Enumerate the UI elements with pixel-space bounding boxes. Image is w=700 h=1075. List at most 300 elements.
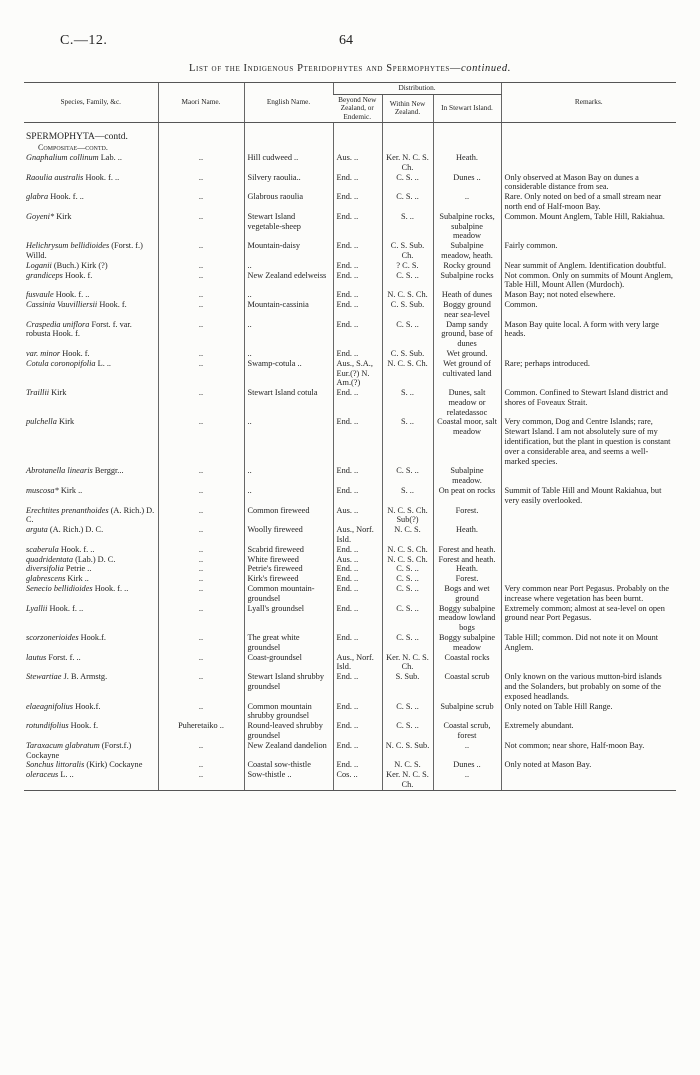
- species-authority: Hook. f. ..: [49, 603, 84, 613]
- english-name-cell: Common mountain shrubby groundsel: [244, 702, 333, 722]
- species-cell: [24, 466, 158, 486]
- maori-name-cell: ..: [158, 741, 244, 761]
- page-number: 64: [339, 33, 353, 48]
- remarks-cell: [501, 153, 676, 173]
- species-authority: Hook. f.: [99, 299, 127, 309]
- species-cell: [24, 604, 158, 633]
- species-cell: [24, 584, 158, 604]
- remarks-cell: Extremely common; almost at sea-level on open ground near Port Pegasus.: [501, 604, 676, 633]
- table-row: [24, 359, 676, 388]
- remarks-cell: Near summit of Anglem. Identification doubtful.: [501, 261, 676, 271]
- species-authority: (Lab.) D. C.: [75, 554, 116, 564]
- remarks-cell: Only known on the various mutton-bird islands and the Solanders, but probably on some of the exposed headlands.: [501, 672, 676, 701]
- remarks-cell: Extremely abundant.: [501, 721, 676, 741]
- species-cell: [24, 545, 158, 555]
- table-title-main: List of the Indigenous Pteridophytes and Spermophytes—: [189, 63, 461, 74]
- species-authority: Hook. f.: [64, 270, 93, 280]
- stewart-island-cell: Heath.: [433, 525, 501, 545]
- english-name-cell: ..: [244, 349, 333, 359]
- maori-name-cell: ..: [158, 604, 244, 633]
- within-nz-cell: C. S. ..: [382, 192, 433, 212]
- beyond-nz-cell: End. ..: [333, 417, 382, 466]
- species-authority: Kirk ..: [60, 486, 83, 496]
- stewart-island-cell: Coastal scrub: [433, 672, 501, 701]
- stewart-island-cell: Subalpine rocks: [433, 271, 501, 291]
- species-epithet: scaberula: [26, 544, 59, 554]
- species-cell: [24, 741, 158, 761]
- species-authority: Kirk ..: [67, 574, 89, 584]
- beyond-nz-cell: End. ..: [333, 466, 382, 486]
- genus-name: Sonchus: [26, 760, 54, 770]
- species-cell: [24, 702, 158, 722]
- english-name-cell: ..: [244, 417, 333, 466]
- species-authority: (Buch.) Kirk (?): [53, 260, 108, 270]
- remarks-cell: Mason Bay quite local. A form with very large heads.: [501, 320, 676, 349]
- col-beyond-header: Beyond New Zealand, or Endemic.: [333, 94, 382, 123]
- english-name-cell: Scabrid fireweed: [244, 545, 333, 555]
- species-epithet: glabra: [26, 192, 49, 202]
- within-nz-cell: C. S. ..: [382, 633, 433, 653]
- beyond-nz-cell: End. ..: [333, 486, 382, 506]
- species-authority: Hook.f.: [80, 633, 106, 643]
- within-nz-cell: S. ..: [382, 486, 433, 506]
- species-epithet: collinum: [69, 152, 99, 162]
- maori-name-cell: ..: [158, 633, 244, 653]
- english-name-cell: Common mountain-groundsel: [244, 584, 333, 604]
- table-row: [24, 388, 676, 417]
- table-row: [24, 604, 676, 633]
- english-name-cell: ..: [244, 486, 333, 506]
- stewart-island-cell: Forest and heath.: [433, 555, 501, 565]
- species-authority: Kirk: [58, 417, 75, 427]
- species-cell: [24, 525, 158, 545]
- beyond-nz-cell: End. ..: [333, 633, 382, 653]
- species-cell: [24, 486, 158, 506]
- within-nz-cell: N. C. S. Ch.: [382, 359, 433, 388]
- table-title: [0, 63, 700, 74]
- species-epithet: uniflora: [62, 319, 90, 329]
- english-name-cell: ..: [244, 290, 333, 300]
- english-name-cell: Coastal sow-thistle: [244, 760, 333, 770]
- table-row: [24, 760, 676, 770]
- maori-name-cell: ..: [158, 417, 244, 466]
- stewart-island-cell: ..: [433, 770, 501, 790]
- species-cell: [24, 555, 158, 565]
- species-epithet: var. minor: [26, 348, 61, 358]
- species-authority: L. ..: [60, 770, 74, 780]
- remarks-cell: Fairly common.: [501, 241, 676, 261]
- remarks-cell: Rare. Only noted on bed of a small stream near north end of Half-moon Bay.: [501, 192, 676, 212]
- species-authority: Berggr...: [94, 466, 124, 476]
- table-row: [24, 153, 676, 173]
- species-cell: [24, 653, 158, 673]
- stewart-island-cell: Coastal moor, salt meadow: [433, 417, 501, 466]
- english-name-cell: Sow-thistle ..: [244, 770, 333, 790]
- beyond-nz-cell: End. ..: [333, 300, 382, 320]
- stewart-island-cell: Subalpine meadow, heath.: [433, 241, 501, 261]
- species-epithet: oleraceus: [26, 770, 59, 780]
- beyond-nz-cell: End. ..: [333, 574, 382, 584]
- maori-name-cell: ..: [158, 349, 244, 359]
- stewart-island-cell: Boggy ground near sea-level: [433, 300, 501, 320]
- remarks-cell: [501, 349, 676, 359]
- within-nz-cell: N. C. S. Ch. Sub(?): [382, 506, 433, 526]
- species-table: [24, 82, 676, 791]
- stewart-island-cell: Rocky ground: [433, 261, 501, 271]
- table-row: [24, 271, 676, 291]
- remarks-cell: Only noted at Mason Bay.: [501, 760, 676, 770]
- within-nz-cell: ? C. S.: [382, 261, 433, 271]
- species-authority: (Forst.f.) Cockayne: [26, 740, 132, 760]
- species-epithet: coronopifolia: [50, 358, 96, 368]
- beyond-nz-cell: Aus., S.A., Eur.(?) N. Am.(?): [333, 359, 382, 388]
- maori-name-cell: ..: [158, 359, 244, 388]
- stewart-island-cell: Heath.: [433, 564, 501, 574]
- maori-name-cell: ..: [158, 153, 244, 173]
- table-row: [24, 584, 676, 604]
- stewart-island-cell: Boggy subalpine meadow: [433, 633, 501, 653]
- genus-name: Taraxacum: [26, 740, 64, 750]
- species-authority: (Kirk) Cockayne: [86, 760, 143, 770]
- remarks-cell: Common. Mount Anglem, Table Hill, Rakiahua.: [501, 212, 676, 241]
- beyond-nz-cell: Aus., Norf. Isld.: [333, 653, 382, 673]
- stewart-island-cell: ..: [433, 192, 501, 212]
- remarks-cell: Summit of Table Hill and Mount Rakiahua, but very easily overlooked.: [501, 486, 676, 506]
- within-nz-cell: C. S. ..: [382, 721, 433, 741]
- genus-name: Gnaphalium: [26, 152, 68, 162]
- table-row: [24, 741, 676, 761]
- beyond-nz-cell: End. ..: [333, 192, 382, 212]
- table-row: [24, 466, 676, 486]
- maori-name-cell: ..: [158, 271, 244, 291]
- within-nz-cell: C. S. Sub.: [382, 349, 433, 359]
- english-name-cell: Stewart Island shrubby groundsel: [244, 672, 333, 701]
- within-nz-cell: C. S. ..: [382, 604, 433, 633]
- stewart-island-cell: Dunes ..: [433, 173, 501, 193]
- species-epithet: Vauvilliersii: [57, 299, 98, 309]
- english-name-cell: Woolly fireweed: [244, 525, 333, 545]
- within-nz-cell: N. C. S.: [382, 760, 433, 770]
- species-cell: [24, 173, 158, 193]
- species-cell: [24, 417, 158, 466]
- english-name-cell: Mountain-cassinia: [244, 300, 333, 320]
- beyond-nz-cell: End. ..: [333, 672, 382, 701]
- remarks-cell: Only observed at Mason Bay on dunes a considerable distance from sea.: [501, 173, 676, 193]
- col-distribution-header: Distribution.: [333, 83, 501, 95]
- stewart-island-cell: Dunes, salt meadow or relatedassoc: [433, 388, 501, 417]
- species-cell: [24, 359, 158, 388]
- species-authority: J. B. Armstg.: [63, 672, 108, 682]
- beyond-nz-cell: End. ..: [333, 349, 382, 359]
- beyond-nz-cell: End. ..: [333, 290, 382, 300]
- species-epithet: pulchella: [26, 417, 57, 427]
- stewart-island-cell: Heath.: [433, 153, 501, 173]
- maori-name-cell: ..: [158, 466, 244, 486]
- beyond-nz-cell: Aus. ..: [333, 555, 382, 565]
- species-epithet: australis: [54, 172, 84, 182]
- remarks-cell: Mason Bay; not noted elsewhere.: [501, 290, 676, 300]
- beyond-nz-cell: End. ..: [333, 388, 382, 417]
- beyond-nz-cell: Aus. ..: [333, 153, 382, 173]
- table-row: [24, 555, 676, 565]
- species-cell: [24, 241, 158, 261]
- english-name-cell: ..: [244, 466, 333, 486]
- species-cell: [24, 153, 158, 173]
- species-cell: [24, 633, 158, 653]
- within-nz-cell: N. C. S. Sub.: [382, 741, 433, 761]
- beyond-nz-cell: End. ..: [333, 702, 382, 722]
- beyond-nz-cell: End. ..: [333, 241, 382, 261]
- species-authority: Hook. f. ..: [50, 192, 84, 202]
- species-cell: [24, 760, 158, 770]
- table-row: [24, 721, 676, 741]
- section-division-row: [24, 123, 676, 143]
- species-cell: [24, 271, 158, 291]
- remarks-cell: Rare; perhaps introduced.: [501, 359, 676, 388]
- table-row: [24, 241, 676, 261]
- col-within-header: Within New Zealand.: [382, 94, 433, 123]
- table-title-suffix: continued.: [460, 63, 511, 74]
- species-epithet: Loganii: [26, 260, 52, 270]
- maori-name-cell: ..: [158, 672, 244, 701]
- maori-name-cell: ..: [158, 388, 244, 417]
- table-row: [24, 545, 676, 555]
- col-stewart-header: In Stewart Island.: [433, 94, 501, 123]
- remarks-cell: [501, 545, 676, 555]
- species-epithet: littoralis: [55, 760, 85, 770]
- species-authority: Hook.f.: [75, 701, 101, 711]
- table-row: [24, 525, 676, 545]
- within-nz-cell: C. S. ..: [382, 320, 433, 349]
- species-authority: (Forst. f.) Willd.: [26, 241, 143, 260]
- table-row: [24, 212, 676, 241]
- beyond-nz-cell: End. ..: [333, 564, 382, 574]
- within-nz-cell: S. Sub.: [382, 672, 433, 701]
- english-name-cell: Lyall's groundsel: [244, 604, 333, 633]
- species-authority: (A. Rich.) D. C.: [26, 505, 155, 525]
- species-epithet: diversifolia: [26, 564, 64, 574]
- stewart-island-cell: Wet ground.: [433, 349, 501, 359]
- species-epithet: rotundifolius: [26, 721, 69, 731]
- remarks-cell: [501, 506, 676, 526]
- maori-name-cell: ..: [158, 300, 244, 320]
- species-epithet: prenanthoides: [61, 505, 109, 515]
- beyond-nz-cell: End. ..: [333, 760, 382, 770]
- beyond-nz-cell: End. ..: [333, 721, 382, 741]
- english-name-cell: Glabrous raoulia: [244, 192, 333, 212]
- stewart-island-cell: Coastal scrub, forest: [433, 721, 501, 741]
- within-nz-cell: S. ..: [382, 417, 433, 466]
- genus-name: Cotula: [26, 358, 49, 368]
- species-cell: [24, 290, 158, 300]
- genus-name: Abrotanella: [26, 466, 66, 476]
- species-epithet: bellidioides: [53, 584, 93, 594]
- maori-name-cell: ..: [158, 173, 244, 193]
- maori-name-cell: ..: [158, 290, 244, 300]
- within-nz-cell: S. ..: [382, 388, 433, 417]
- within-nz-cell: C. S. Sub.: [382, 300, 433, 320]
- table-row: [24, 261, 676, 271]
- species-cell: [24, 300, 158, 320]
- english-name-cell: ..: [244, 320, 333, 349]
- table-row: [24, 290, 676, 300]
- species-epithet: glabrescens: [26, 574, 66, 584]
- within-nz-cell: Ker. N. C. S. Ch.: [382, 770, 433, 790]
- col-maori-header: Maori Name.: [158, 83, 244, 123]
- within-nz-cell: C. S. Sub. Ch.: [382, 241, 433, 261]
- maori-name-cell: Puheretaiko ..: [158, 721, 244, 741]
- species-epithet: bellidioides: [70, 241, 110, 251]
- species-authority: Petrie ..: [65, 564, 92, 574]
- table-row: [24, 506, 676, 526]
- maori-name-cell: ..: [158, 192, 244, 212]
- species-epithet: elaeagnifolius: [26, 701, 74, 711]
- stewart-island-cell: Dunes ..: [433, 760, 501, 770]
- species-epithet: Traillii: [26, 388, 50, 398]
- remarks-cell: [501, 466, 676, 486]
- species-authority: Hook. f. ..: [85, 172, 120, 182]
- beyond-nz-cell: Cos. ..: [333, 770, 382, 790]
- maori-name-cell: ..: [158, 574, 244, 584]
- remarks-cell: Table Hill; common. Did not note it on Mount Anglem.: [501, 633, 676, 653]
- maori-name-cell: ..: [158, 564, 244, 574]
- english-name-cell: The great white groundsel: [244, 633, 333, 653]
- species-epithet: Stewartiae: [26, 672, 62, 682]
- species-authority: Hook. f. ..: [60, 544, 95, 554]
- stewart-island-cell: ..: [433, 741, 501, 761]
- within-nz-cell: Ker. N. C. S. Ch.: [382, 653, 433, 673]
- english-name-cell: New Zealand edelweiss: [244, 271, 333, 291]
- english-name-cell: Silvery raoulia..: [244, 173, 333, 193]
- species-epithet: muscosa*: [26, 486, 59, 496]
- species-authority: Hook. f.: [70, 721, 99, 731]
- species-cell: [24, 574, 158, 584]
- col-species-header: Species, Family, &c.: [24, 83, 158, 123]
- species-cell: [24, 261, 158, 271]
- stewart-island-cell: Coastal rocks: [433, 653, 501, 673]
- beyond-nz-cell: Aus., Norf. Isld.: [333, 525, 382, 545]
- stewart-island-cell: Subalpine rocks, subalpine meadow: [433, 212, 501, 241]
- genus-name: Raoulia: [26, 172, 53, 182]
- beyond-nz-cell: End. ..: [333, 545, 382, 555]
- within-nz-cell: C. S. ..: [382, 271, 433, 291]
- species-cell: [24, 192, 158, 212]
- remarks-cell: Common.: [501, 300, 676, 320]
- table-row: [24, 192, 676, 212]
- maori-name-cell: ..: [158, 212, 244, 241]
- within-nz-cell: Ker. N. C. S. Ch.: [382, 153, 433, 173]
- species-cell: [24, 770, 158, 790]
- english-name-cell: Mountain-daisy: [244, 241, 333, 261]
- species-authority: Hook. f. ..: [94, 584, 129, 594]
- species-authority: Hook. f. ..: [55, 290, 90, 300]
- table-row: [24, 173, 676, 193]
- stewart-island-cell: Bogs and wet ground: [433, 584, 501, 604]
- maori-name-cell: ..: [158, 545, 244, 555]
- english-name-cell: Kirk's fireweed: [244, 574, 333, 584]
- beyond-nz-cell: End. ..: [333, 271, 382, 291]
- remarks-cell: Not common; near shore, Half-moon Bay.: [501, 741, 676, 761]
- species-authority: Hook. f.: [62, 348, 90, 358]
- english-name-cell: New Zealand dandelion: [244, 741, 333, 761]
- within-nz-cell: C. S. ..: [382, 702, 433, 722]
- species-cell: [24, 212, 158, 241]
- species-authority: Forst. f. var. robusta Hook. f.: [26, 319, 132, 339]
- species-authority: Forst. f. ..: [48, 652, 81, 662]
- table-row: [24, 702, 676, 722]
- species-epithet: scorzonerioides: [26, 633, 79, 643]
- report-code: C.—12.: [60, 33, 108, 48]
- english-name-cell: Common fireweed: [244, 506, 333, 526]
- table-row: [24, 486, 676, 506]
- maori-name-cell: ..: [158, 506, 244, 526]
- table-row: [24, 633, 676, 653]
- stewart-island-cell: Forest.: [433, 574, 501, 584]
- beyond-nz-cell: End. ..: [333, 212, 382, 241]
- maori-name-cell: ..: [158, 241, 244, 261]
- maori-name-cell: ..: [158, 653, 244, 673]
- species-authority: Lab. ..: [100, 152, 122, 162]
- beyond-nz-cell: End. ..: [333, 741, 382, 761]
- species-cell: [24, 349, 158, 359]
- within-nz-cell: C. S. ..: [382, 584, 433, 604]
- remarks-cell: [501, 574, 676, 584]
- beyond-nz-cell: End. ..: [333, 320, 382, 349]
- genus-name: Erechtites: [26, 505, 60, 515]
- remarks-cell: Very common near Port Pegasus. Probably on the increase where vegetation has been burnt.: [501, 584, 676, 604]
- species-epithet: lautus: [26, 652, 47, 662]
- remarks-cell: Not common. Only on summits of Mount Anglem, Table Hill, Mount Allen (Murdoch).: [501, 271, 676, 291]
- remarks-cell: [501, 564, 676, 574]
- species-authority: L. ..: [97, 358, 111, 368]
- table-row: [24, 770, 676, 790]
- maori-name-cell: ..: [158, 261, 244, 271]
- genus-name: Senecio: [26, 584, 52, 594]
- table-row: [24, 672, 676, 701]
- maori-name-cell: ..: [158, 702, 244, 722]
- english-name-cell: Stewart Island cotula: [244, 388, 333, 417]
- table-body: [24, 123, 676, 790]
- maori-name-cell: ..: [158, 555, 244, 565]
- remarks-cell: [501, 555, 676, 565]
- beyond-nz-cell: Aus. ..: [333, 506, 382, 526]
- maori-name-cell: ..: [158, 760, 244, 770]
- table-row: [24, 320, 676, 349]
- stewart-island-cell: Subalpine meadow.: [433, 466, 501, 486]
- within-nz-cell: N. C. S. Ch.: [382, 555, 433, 565]
- english-name-cell: Swamp-cotula ..: [244, 359, 333, 388]
- maori-name-cell: ..: [158, 770, 244, 790]
- english-name-cell: Hill cudweed ..: [244, 153, 333, 173]
- remarks-cell: Only noted on Table Hill Range.: [501, 702, 676, 722]
- within-nz-cell: C. S. ..: [382, 466, 433, 486]
- remarks-cell: Very common, Dog and Centre Islands; rare, Stewart Island. I am not absolutely sure of my identification, but the plant in question is constant over a considerable area, and seems a well-marked species.: [501, 417, 676, 466]
- species-epithet: fusvaule: [26, 290, 54, 300]
- within-nz-cell: N. C. S. Ch.: [382, 545, 433, 555]
- english-name-cell: White fireweed: [244, 555, 333, 565]
- maori-name-cell: ..: [158, 525, 244, 545]
- within-nz-cell: N. C. S. Ch.: [382, 290, 433, 300]
- remarks-cell: [501, 525, 676, 545]
- maori-name-cell: ..: [158, 320, 244, 349]
- table-row: [24, 653, 676, 673]
- stewart-island-cell: Heath of dunes: [433, 290, 501, 300]
- remarks-cell: Common. Confined to Stewart Island district and shores of Foveaux Strait.: [501, 388, 676, 417]
- within-nz-cell: C. S. ..: [382, 173, 433, 193]
- species-epithet: Lyallii: [26, 603, 48, 613]
- within-nz-cell: S. ..: [382, 212, 433, 241]
- family-heading: Compositae—contd.: [38, 143, 108, 153]
